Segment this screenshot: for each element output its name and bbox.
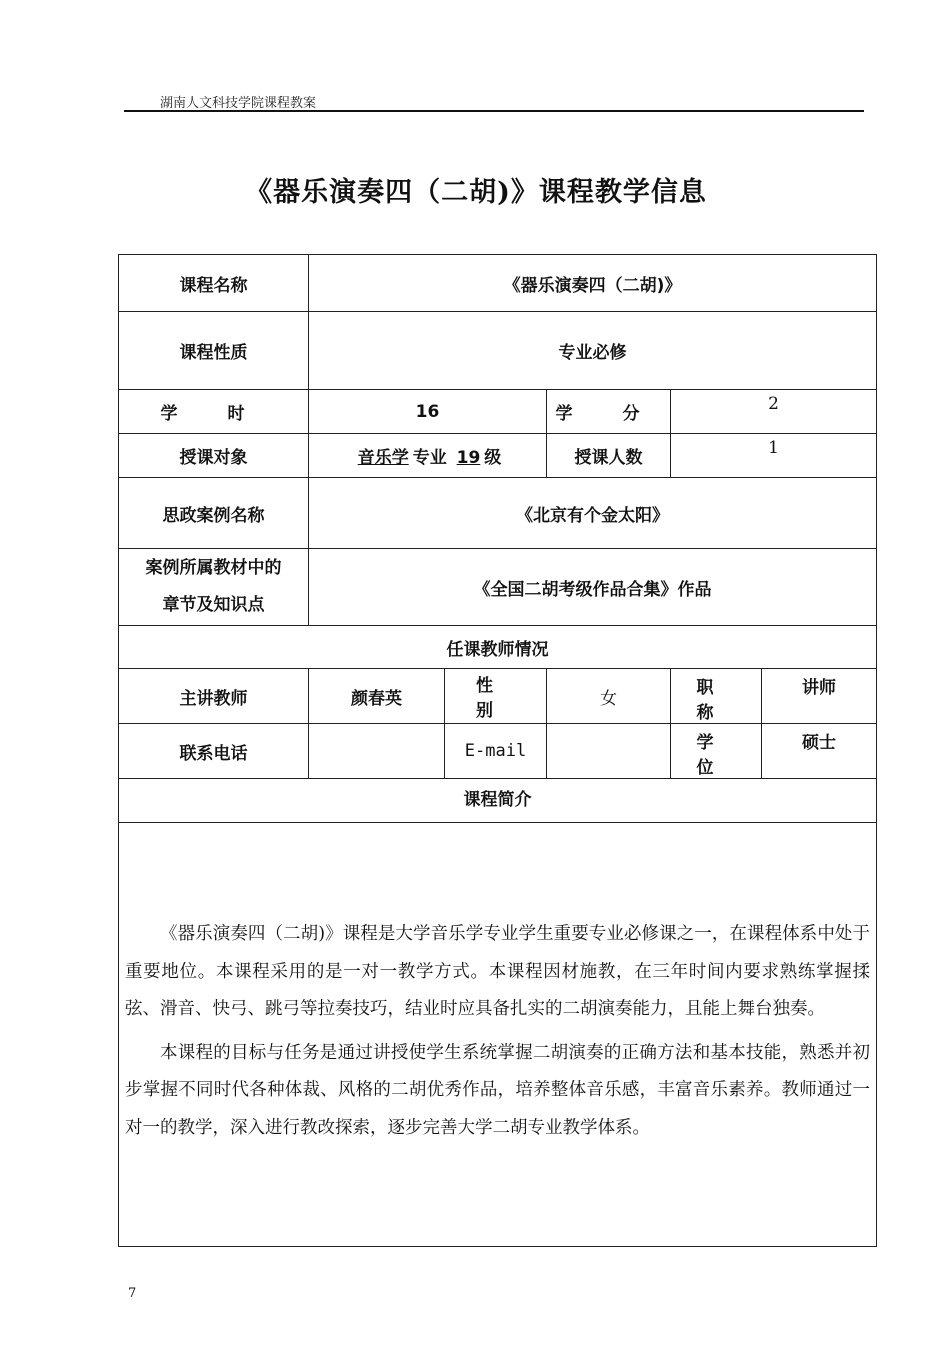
course-name-value: 《器乐演奏四（二胡)》: [309, 255, 877, 312]
credits-label: 学 分: [547, 390, 671, 434]
chapter-value: 《全国二胡考级作品合集》作品: [309, 549, 877, 626]
case-label: 思政案例名称: [119, 478, 309, 549]
header-rule: [124, 110, 864, 112]
course-info-table: [118, 254, 877, 1247]
row-hours-credits: [119, 390, 877, 434]
audience-value: [309, 434, 547, 478]
document-title: 《器乐演奏四（二胡)》课程教学信息: [245, 177, 707, 208]
row-contact: [119, 724, 877, 779]
hours-label: 学 时: [119, 390, 309, 434]
audience-major: 音乐学: [357, 448, 409, 468]
row-audience: [119, 434, 877, 478]
teacher-section-title: 任课教师情况: [119, 626, 877, 669]
case-value: 《北京有个金太阳》: [309, 478, 877, 549]
summary-paragraph: 《器乐演奏四（二胡)》课程是大学音乐学专业学生重要专业必修课之一，在课程体系中处于重要地位。本课程采用的是一对一教学方式。本课程因材施教，在三年时间内要求熟练掌握揉弦、滑音、快弓、跳弓等拉奏技巧，结业时应具备扎实的二胡演奏能力，且能上舞台独奏。: [125, 924, 870, 1019]
row-summary-label: [119, 779, 877, 823]
row-lecturer: [119, 669, 877, 724]
title-value: 讲师: [762, 669, 877, 724]
email-label: E-mail: [445, 724, 547, 779]
lecturer-label: 主讲教师: [119, 669, 309, 724]
audience-major-suffix: 专业: [412, 448, 447, 468]
row-summary-body: [119, 823, 877, 1247]
summary-paragraph: 本课程的目标与任务是通过讲授使学生系统掌握二胡演奏的正确方法和基本技能，熟悉并初步掌握不同时代各种体裁、风格的二胡优秀作品，培养整体音乐感，丰富音乐素养。教师通过一对一的教学，深入进行教改探索，逐步完善大学二胡专业教学体系。: [125, 1042, 870, 1138]
audience-year-suffix: 级: [484, 448, 502, 468]
row-case: [119, 478, 877, 549]
lecturer-value: 颜春英: [309, 669, 445, 724]
summary-label: 课程简介: [119, 779, 877, 823]
phone-value: [309, 724, 445, 779]
page-number: 7: [128, 1286, 137, 1301]
row-course-name: [119, 255, 877, 312]
row-course-nature: [119, 312, 877, 390]
chapter-label: [119, 549, 309, 626]
phone-label: 联系电话: [119, 724, 309, 779]
students-value: 1: [671, 434, 877, 478]
chapter-label-line2: 章节及知识点: [162, 595, 265, 615]
gender-label: 性 别: [445, 669, 547, 724]
row-teacher-section: [119, 626, 877, 669]
gender-value: 女: [547, 669, 671, 724]
degree-label: 学 位: [671, 724, 762, 779]
course-nature-value: 专业必修: [309, 312, 877, 390]
hours-value: 16: [309, 390, 547, 434]
students-label: 授课人数: [547, 434, 671, 478]
title-label: 职 称: [671, 669, 762, 724]
row-chapter: [119, 549, 877, 626]
running-header: 湖南人文科技学院课程教案: [160, 96, 317, 111]
course-nature-label: 课程性质: [119, 312, 309, 390]
chapter-label-line1: 案例所属教材中的: [145, 558, 282, 578]
audience-label: 授课对象: [119, 434, 309, 478]
summary-body: [119, 823, 877, 1247]
degree-value: 硕士: [762, 724, 877, 779]
credits-value: 2: [671, 390, 877, 434]
course-name-label: 课程名称: [119, 255, 309, 312]
email-value: [547, 724, 671, 779]
audience-year: 19: [456, 448, 481, 468]
